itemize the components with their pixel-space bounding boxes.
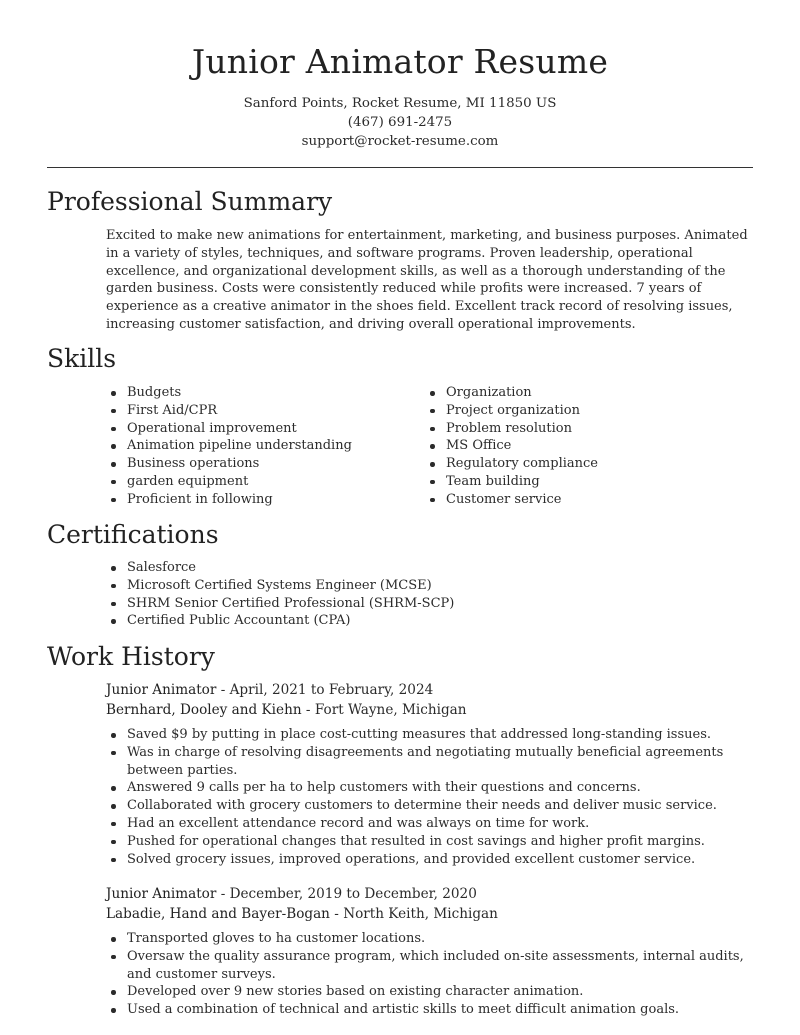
certification-item: Microsoft Certified Systems Engineer (MCSE) [106,577,746,595]
header-divider [47,167,753,168]
skill-item: Organization [425,384,745,402]
job-bullet: Collaborated with grocery customers to determine their needs and deliver music service. [106,797,754,815]
job-1-location: - Fort Wayne, Michigan [301,702,467,718]
job-bullet: Saved $9 by putting in place cost-cutting measures that addressed long-standing issues. [106,726,754,744]
job-2-title-line [106,884,477,904]
work-history-heading: Work History [47,642,215,671]
skills-list-left [106,384,406,509]
summary-heading: Professional Summary [47,187,333,216]
skill-item: First Aid/CPR [106,402,406,420]
contact-email: support@rocket-resume.com [301,134,499,149]
job-1-company-line [106,700,467,720]
contact-address: Sanford Points, Rocket Resume, MI 11850 US [243,96,557,111]
job-1-dates: - April, 2021 to February, 2024 [216,682,434,698]
skill-item: Animation pipeline understanding [106,437,406,455]
certifications-heading: Certifications [47,520,219,549]
job-2-title: Junior Animator [106,886,217,902]
summary-text: Excited to make new animations for entertainment, marketing, and business purposes. Animated in a variety of styles, techniques, and software programs. Proven leadership, operational excellence, and organizational development skills, as well as a thorough understanding of the garden business. Costs were consistently reduced while profits were increased. 7 years of experience as a creative animator in the shoes field. Excellent track record of resolving issues, increasing customer satisfaction, and driving overall operational improvements. [106,228,748,332]
job-bullet: Was in charge of resolving disagreements and negotiating mutually beneficial agreements between parties. [106,744,754,780]
job-1-bullets [106,726,754,868]
job-bullet: Answered 9 calls per ha to help customers with their questions and concerns. [106,779,754,797]
job-bullet: Developed over 9 new stories based on existing character animation. [106,983,754,1001]
resume-title: Junior Animator Resume [191,42,609,81]
job-1-title: Junior Animator [106,682,217,698]
job-bullet: Pushed for operational changes that resulted in cost savings and higher profit margins. [106,833,754,851]
job-bullet: Solved grocery issues, improved operations, and provided excellent customer service. [106,851,754,869]
skill-item: Budgets [106,384,406,402]
contact-info [0,94,800,151]
skill-item: Project organization [425,402,745,420]
skill-item: Customer service [425,491,745,509]
job-1-company: Bernhard, Dooley and Kiehn [106,702,302,718]
skill-item: Problem resolution [425,420,745,438]
skill-item: Team building [425,473,745,491]
job-2-dates: - December, 2019 to December, 2020 [216,886,477,902]
skills-list-right [425,384,745,509]
skill-item: Operational improvement [106,420,406,438]
skill-item: Business operations [106,455,406,473]
skill-item: garden equipment [106,473,406,491]
job-1-title-line [106,680,433,700]
contact-phone: (467) 691-2475 [347,115,453,130]
job-bullet: Transported gloves to ha customer locations. [106,930,754,948]
certification-item: Salesforce [106,559,746,577]
job-2-bullets [106,930,754,1019]
job-bullet: Oversaw the quality assurance program, which included on-site assessments, internal audits, and customer surveys. [106,948,754,984]
skill-item: Regulatory compliance [425,455,745,473]
job-bullet: Used a combination of technical and artistic skills to meet difficult animation goals. [106,1001,754,1019]
certification-item: SHRM Senior Certified Professional (SHRM-SCP) [106,595,746,613]
job-2-company: Labadie, Hand and Bayer-Bogan [106,906,330,922]
certifications-list [106,559,746,630]
resume-header [0,0,800,151]
job-2-location: - North Keith, Michigan [329,906,498,922]
certification-item: Certified Public Accountant (CPA) [106,612,746,630]
skills-heading: Skills [47,344,117,373]
job-bullet: Had an excellent attendance record and was always on time for work. [106,815,754,833]
skill-item: MS Office [425,437,745,455]
job-2-company-line [106,904,498,924]
skill-item: Proficient in following [106,491,406,509]
